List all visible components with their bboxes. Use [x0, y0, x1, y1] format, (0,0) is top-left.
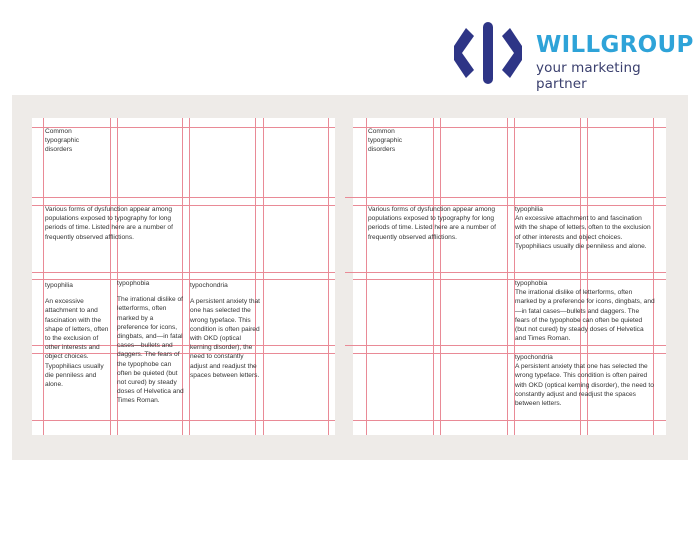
grid-column-line [328, 118, 329, 435]
grid-row-line [32, 420, 335, 421]
grid-column-line [440, 118, 441, 435]
grid-column-line [43, 118, 44, 435]
grid-row-line [353, 197, 666, 198]
right-page [353, 118, 666, 435]
entry-typophilia [515, 205, 655, 251]
grid-row-line-extension [345, 345, 353, 346]
intro-paragraph: Various forms of dysfunction appear among populations exposed to typography for long periods of time. Listed here are a number of frequently observed afflictions. [368, 206, 496, 241]
grid-column-line [507, 118, 508, 435]
entry-term: typophobia [515, 280, 548, 287]
grid-row-line [353, 420, 666, 421]
willgroup-mark-icon [452, 22, 524, 84]
grid-column-line [433, 118, 434, 435]
grid-row-line-extension [345, 272, 353, 273]
entry-description: The irrational dislike of letterforms, often marked by a preference for icons, dingbats, and—in fatal cases—bullets and daggers. The fears of the typophobe can often be quieted (but not cured) by steady doses of Helvetica and Times Roman. [515, 289, 655, 343]
grid-row-line [32, 272, 335, 273]
grid-column-line [263, 118, 264, 435]
entry-term: typophilia [515, 206, 543, 213]
intro-paragraph: Various forms of dysfunction appear among populations exposed to typography for long periods of time. Listed here are a number of frequently observed afflictions. [45, 206, 173, 241]
grid-column-line [189, 118, 190, 435]
entry-term: typophilia [45, 282, 73, 289]
entry-description: A persistent anxiety that one has selected the wrong typeface. This condition is often paired with OKD (optical kerning disorder), the need to constantly adjust and readjust the spaces between letters. [190, 298, 261, 379]
left-page [32, 118, 335, 435]
willgroup-logo [452, 22, 694, 92]
page-title: Common typographic disorders [368, 128, 403, 154]
grid-row-line [32, 197, 335, 198]
grid-row-line [353, 345, 666, 346]
entry-description: A persistent anxiety that one has selected the wrong typeface. This condition is often paired with OKD (optical kerning disorder), the need to constantly adjust and readjust the spaces between letters. [515, 363, 654, 408]
entry-description: An excessive attachment to and fascination with the shape of letters, often to the exclusion of other interests and object choices. Typophiliacs usually die penniless and alone. [45, 298, 109, 389]
grid-column-line [255, 118, 256, 435]
entry-typophobia [515, 279, 655, 343]
entry-term: typochondria [515, 354, 553, 361]
grid-row-line-extension [345, 197, 353, 198]
entry-description: An excessive attachment to and fascination with the shape of letters, often to the exclusion of other interests and object choices. Typophiliacs usually die penniless and alone. [515, 215, 651, 250]
grid-row-line [353, 272, 666, 273]
grid-column-line [366, 118, 367, 435]
entry-typophobia [117, 279, 185, 406]
entry-typochondria [190, 281, 260, 380]
page-title: Common typographic disorders [45, 128, 80, 154]
entry-term: typophobia [117, 280, 150, 287]
entry-description: The irrational dislike of letterforms, often marked by a preference for icons, dingbats, and—in fatal cases—bullets and daggers. The fears of the typophobe can often be quieted (but not cured) by steady doses of Helvetica and Times Roman. [117, 296, 184, 405]
brand-tagline: your marketing partner [536, 60, 641, 92]
brand-name: WILLGROUP [536, 32, 694, 58]
entry-typophilia [45, 281, 113, 389]
entry-typochondria [515, 353, 655, 408]
entry-term: typochondria [190, 282, 228, 289]
